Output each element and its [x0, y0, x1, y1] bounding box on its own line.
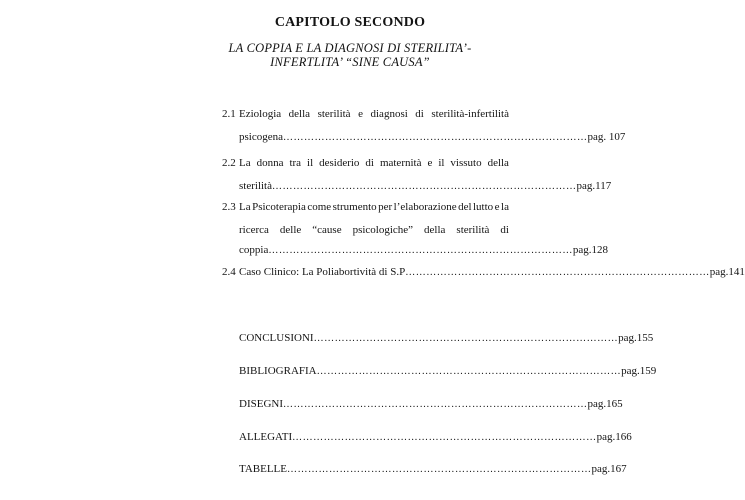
section-word: vissuto: [450, 157, 482, 169]
page-number: pag.165: [587, 398, 623, 410]
section-word: per: [378, 201, 393, 213]
section-word: e: [494, 201, 500, 213]
section-word: “cause: [312, 224, 342, 236]
toc-appendix-row[interactable]: [239, 398, 623, 410]
toc-entry-row[interactable]: [239, 244, 608, 256]
appendix-label: CONCLUSIONI: [239, 332, 314, 344]
section-word: la: [501, 201, 509, 213]
appendix-label: BIBLIOGRAFIA: [239, 365, 317, 377]
page-number: pag.117: [576, 180, 612, 192]
section-word: La: [239, 157, 251, 169]
section-word: di: [500, 224, 509, 236]
section-word: come: [307, 201, 332, 213]
toc-entry-row[interactable]: [239, 131, 626, 143]
section-word: psicologiche”: [352, 224, 414, 236]
section-word: Psicoterapia: [252, 201, 306, 213]
section-title-end: coppia: [239, 244, 269, 256]
section-word: strumento: [332, 201, 377, 213]
page-number: pag.128: [572, 244, 608, 256]
toc-entry-row[interactable]: [239, 266, 745, 278]
page-number: pag.167: [591, 463, 627, 475]
toc-entry-row[interactable]: [239, 180, 612, 192]
section-word: e: [358, 108, 363, 120]
section-number: 2.2: [222, 157, 236, 169]
section-number: 2.3: [222, 201, 236, 213]
section-title-line: [239, 224, 509, 236]
dot-leader: ……………………………………………………………………………: [268, 245, 573, 256]
chapter-subtitle-line-1: LA COPPIA E LA DIAGNOSI DI STERILITA’-: [228, 41, 472, 55]
chapter-subtitle-line-2: INFERTLITA’ “SINE CAUSA”: [270, 55, 430, 69]
section-word: Eziologia: [239, 108, 282, 120]
section-word: delle: [279, 224, 302, 236]
section-word: desiderio: [319, 157, 360, 169]
section-word: di: [415, 108, 424, 120]
section-word: il: [307, 157, 314, 169]
section-word: sterilità: [317, 108, 351, 120]
section-word: diagnosi: [370, 108, 408, 120]
page-number: pag. 107: [587, 131, 626, 143]
section-title-end: Caso Clinico: La Poliabortività di S.P: [239, 266, 406, 278]
section-word: ricerca: [239, 224, 269, 236]
page-number: pag.166: [596, 431, 632, 443]
appendix-label: DISEGNI: [239, 398, 283, 410]
section-word: sterilità-infertilità: [431, 108, 509, 120]
appendix-label: TABELLE: [239, 463, 287, 475]
section-title-end: sterilità: [239, 180, 272, 192]
dot-leader: ……………………………………………………………………………: [313, 333, 619, 344]
dot-leader: ……………………………………………………………………………: [292, 432, 597, 443]
toc-appendix-row[interactable]: [239, 463, 627, 475]
section-word: l’elaborazione: [393, 201, 457, 213]
section-word: e: [427, 157, 433, 169]
section-word: del: [458, 201, 472, 213]
section-word: di: [365, 157, 374, 169]
section-word: della: [487, 157, 509, 169]
dot-leader: ……………………………………………………………………………: [316, 366, 622, 377]
section-word: donna: [256, 157, 284, 169]
section-number: 2.4: [222, 266, 236, 278]
toc-appendix-row[interactable]: [239, 365, 657, 377]
page-number: pag.155: [618, 332, 654, 344]
section-word: della: [288, 108, 311, 120]
chapter-title: CAPITOLO SECONDO: [274, 15, 426, 30]
section-word: tra: [289, 157, 302, 169]
toc-appendix-row[interactable]: [239, 332, 654, 344]
dot-leader: ……………………………………………………………………………: [405, 267, 710, 278]
toc-appendix-row[interactable]: [239, 431, 632, 443]
page-number: pag.159: [621, 365, 657, 377]
section-title-line: [239, 108, 509, 120]
section-number: 2.1: [222, 108, 236, 120]
section-word: La: [239, 201, 251, 213]
dot-leader: ……………………………………………………………………………: [272, 181, 577, 192]
section-title-end: psicogena: [239, 131, 283, 143]
dot-leader: ……………………………………………………………………………: [283, 399, 588, 410]
section-word: il: [438, 157, 445, 169]
section-word: lutto: [473, 201, 494, 213]
section-word: sterilità: [456, 224, 490, 236]
section-word: della: [424, 224, 446, 236]
section-word: maternità: [379, 157, 422, 169]
dot-leader: ……………………………………………………………………………: [282, 132, 588, 143]
dot-leader: ……………………………………………………………………………: [287, 464, 592, 475]
section-title-line: [239, 157, 509, 169]
section-title-line: [239, 201, 509, 213]
page-number: pag.141: [709, 266, 745, 278]
appendix-label: ALLEGATI: [239, 431, 293, 443]
